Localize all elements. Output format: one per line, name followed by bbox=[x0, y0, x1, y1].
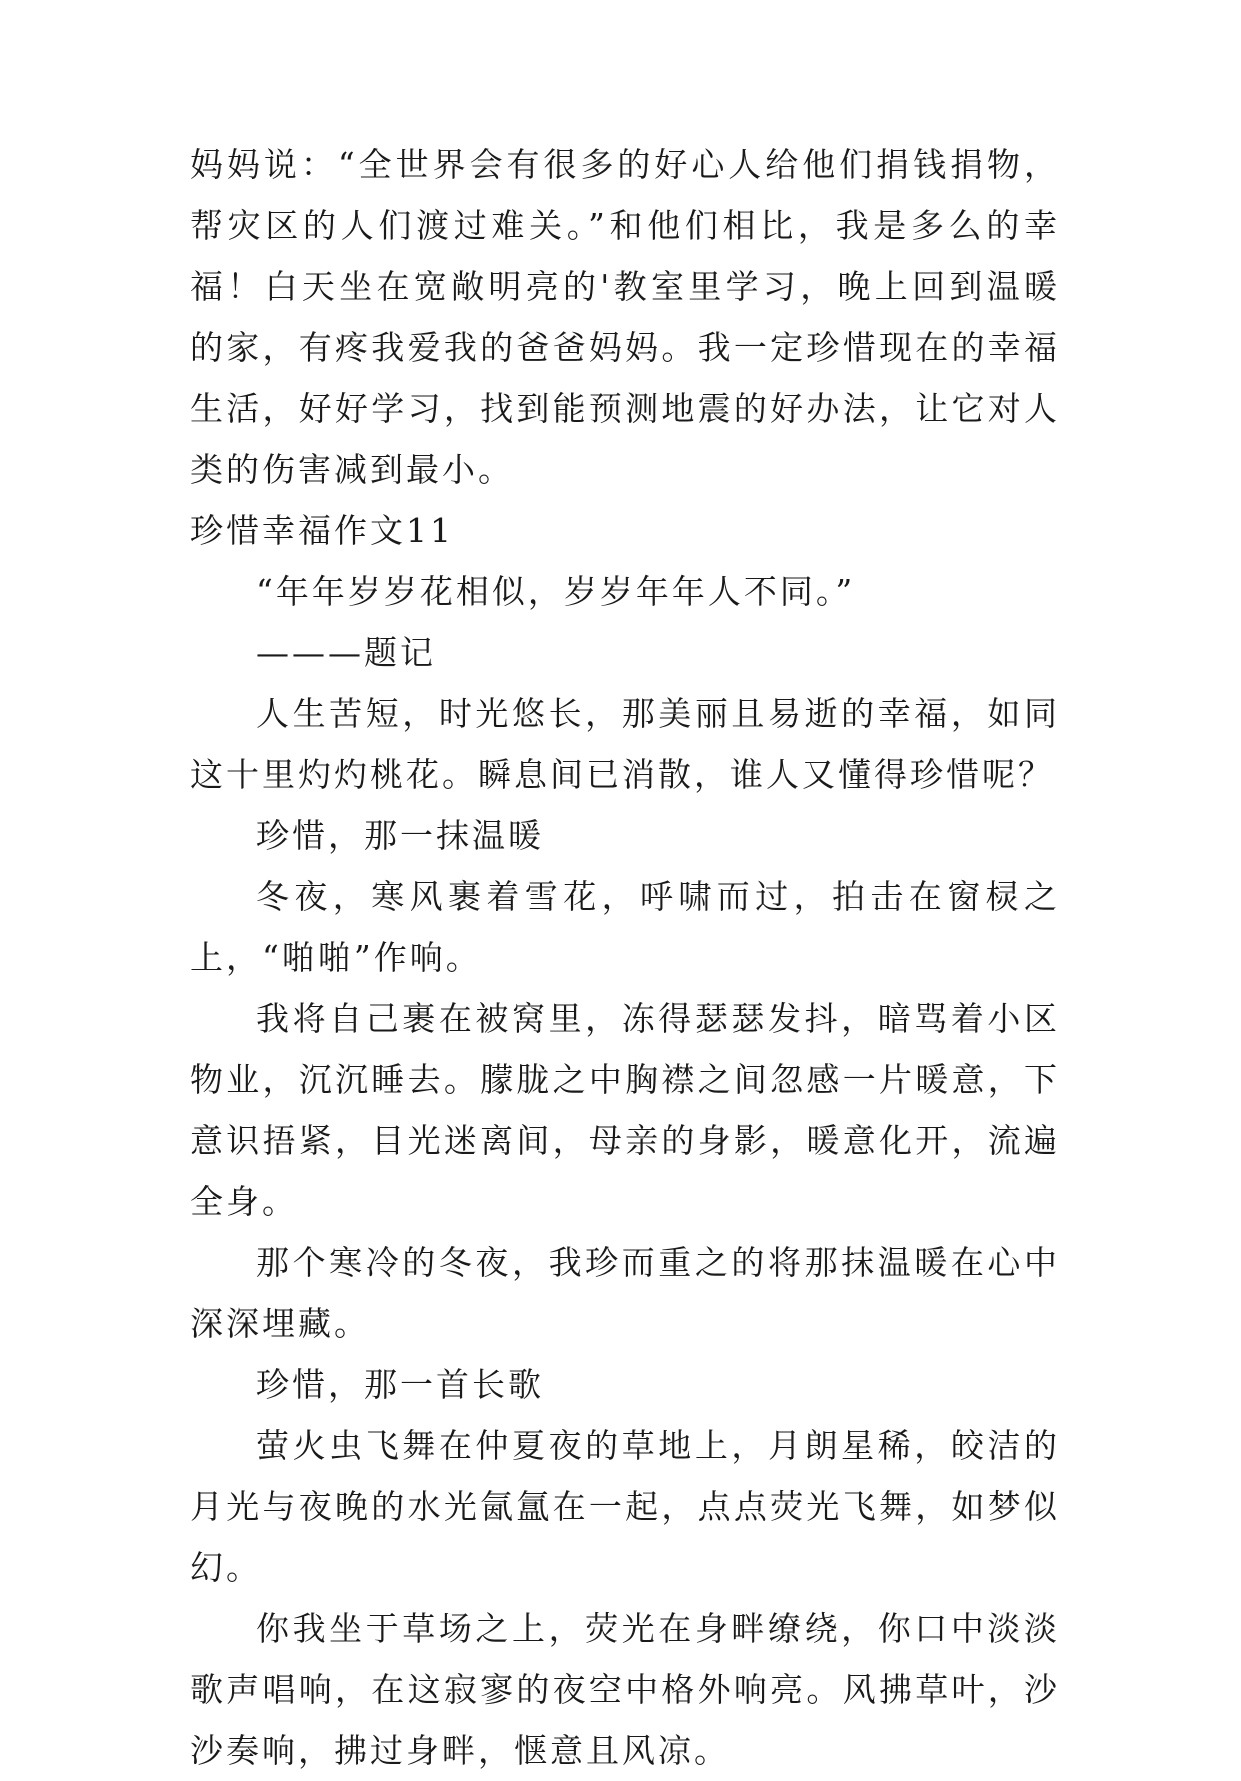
paragraph: 人生苦短，时光悠长，那美丽且易逝的幸福，如同这十里灼灼桃花。瞬息间已消散，谁人又懂得珍惜呢？ bbox=[190, 694, 1060, 794]
document-body bbox=[190, 134, 1060, 1781]
epigraph-attribution: ———题记 bbox=[256, 633, 436, 672]
paragraph: 我将自己裹在被窝里，冻得瑟瑟发抖，暗骂着小区物业，沉沉睡去。朦胧之中胸襟之间忽感一片暖意，下意识捂紧，目光迷离间，母亲的身影，暖意化开，流遍全身。 bbox=[190, 999, 1060, 1221]
subheading: 珍惜，那一抹温暖 bbox=[256, 816, 544, 855]
paragraph: 萤火虫飞舞在仲夏夜的草地上，月朗星稀，皎洁的月光与夜晚的水光氤氲在一起，点点荧光飞舞，如梦似幻。 bbox=[190, 1426, 1060, 1587]
paragraph-continuation: 妈妈说：“全世界会有很多的好心人给他们捐钱捐物，帮灾区的人们渡过难关。”和他们相比，我是多么的幸福！白天坐在宽敞明亮的'教室里学习，晚上回到温暖的家，有疼我爱我的爸爸妈妈。我一定珍惜现在的幸福生活，好好学习，找到能预测地震的好办法，让它对人类的伤害减到最小。 bbox=[190, 145, 1060, 489]
paragraph: 那个寒冷的冬夜，我珍而重之的将那抹温暖在心中深深埋藏。 bbox=[190, 1243, 1060, 1343]
subheading: 珍惜，那一首长歌 bbox=[256, 1365, 544, 1404]
paragraph: 你我坐于草场之上，荧光在身畔缭绕，你口中淡淡歌声唱响，在这寂寥的夜空中格外响亮。风拂草叶，沙沙奏响，拂过身畔，惬意且风凉。 bbox=[190, 1609, 1060, 1770]
section-title: 珍惜幸福作文11 bbox=[190, 511, 454, 550]
epigraph-quote: “年年岁岁花相似，岁岁年年人不同。” bbox=[256, 572, 856, 611]
paragraph: 冬夜，寒风裹着雪花，呼啸而过，拍击在窗棂之上，“啪啪”作响。 bbox=[190, 877, 1060, 977]
